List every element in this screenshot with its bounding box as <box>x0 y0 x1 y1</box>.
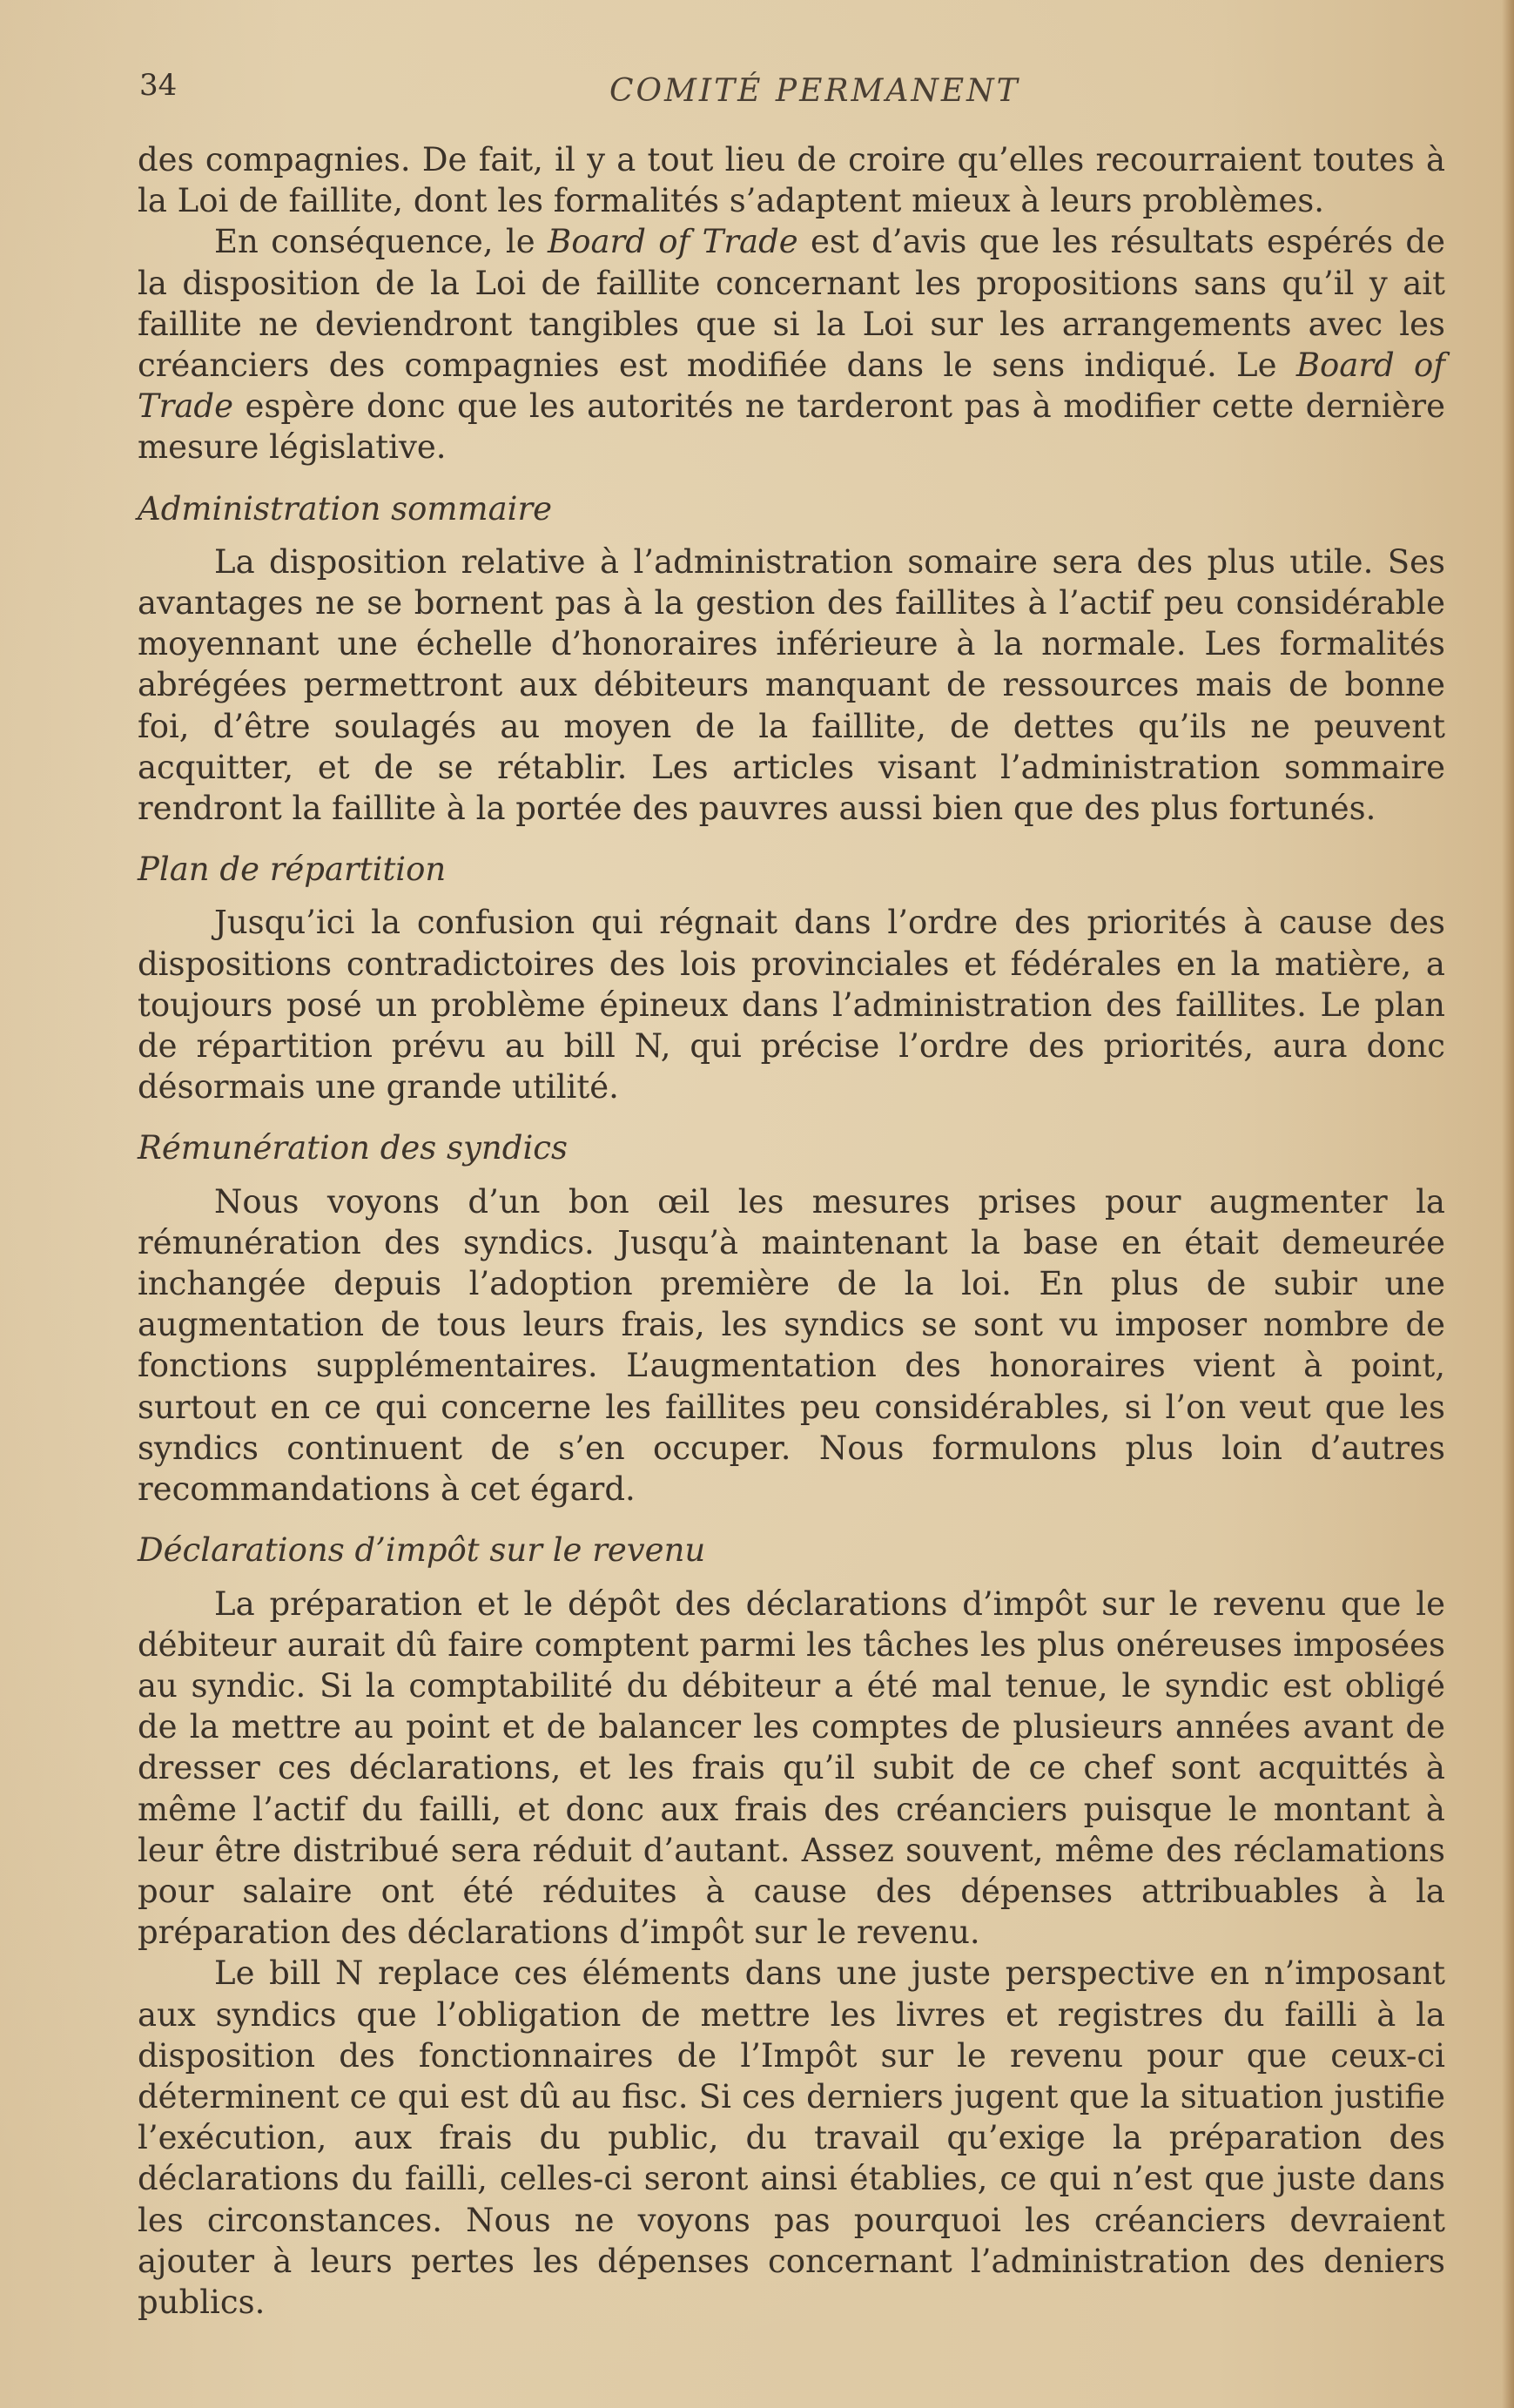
paragraph: des compagnies. De fait, il y a tout lieu de croire qu’elles recourraient toutes à la Loi de faillite, dont les formalités s’adaptent mieux à leurs problèmes. <box>138 141 1445 220</box>
page-edge-shadow <box>1502 0 1514 2408</box>
page-number: 34 <box>139 68 178 103</box>
section-heading: Rémunération des syndics <box>138 1129 568 1167</box>
italic-term: Board of Trade <box>138 346 1445 426</box>
body-text <box>138 139 1445 2323</box>
page-header <box>139 68 1445 111</box>
section-heading: Plan de répartition <box>138 851 447 889</box>
paragraph: La préparation et le dépôt des déclarations d’impôt sur le revenu que le débiteur aurait dû faire comptent parmi les tâches les plus onéreuses imposées au syndic. Si la comptabilité du débiteur a été mal tenue, le syndic est obligé de la mettre au point et de balancer les comptes de plusieurs années avant de dresser ces déclarations, et les frais qu’il subit de ce chef sont acquittés à même l’actif du failli, et donc aux frais des créanciers puisque le montant à leur être distribué sera réduit d’autant. Assez souvent, même des réclamations pour salaire ont été réduites à cause des dépenses attribuables à la préparation des déclarations d’impôt sur le revenu. <box>138 1584 1445 1952</box>
text-run: En conséquence, le <box>214 223 548 261</box>
text-run: est d’avis que les résultats espérés de la disposition de la Loi de faillite concernant les propositions sans qu’il y ait faillite ne deviendront tangibles que si la Loi sur les arrangements avec les créanciers des compagnies est modifiée dans le sens indiqué. Le <box>138 223 1446 385</box>
text-run: espère donc que les autorités ne tarderont pas à modifier cette dernière mesure législative. <box>138 387 1445 467</box>
paragraph: Nous voyons d’un bon œil les mesures prises pour augmenter la rémunération des syndics. Jusqu’à maintenant la base en était demeurée inchangée depuis l’adoption première de la loi. En plus de subir une augmentation de tous leurs frais, les syndics se sont vu imposer nombre de fonctions supplémentaires. L’augmentation des honoraires vient à point, surtout en ce qui concerne les faillites peu considérables, si l’on veut que les syndics continuent de s’en occuper. Nous formulons plus loin d’autres recommandations à cet égard. <box>138 1182 1445 1509</box>
paragraph: Le bill N replace ces éléments dans une juste perspective en n’imposant aux syndics que l’obligation de mettre les livres et registres du failli à la disposition des fonctionnaires de l’Impôt sur le revenu pour que ceux-ci déterminent ce qui est dû au fisc. Si ces derniers jugent que la situation justifie l’exécution, aux frais du public, du travail qu’exige la préparation des déclarations du failli, celles-ci seront ainsi établies, ce qui n’est que juste dans les circonstances. Nous ne voyons pas pourquoi les créanciers devraient ajouter à leurs pertes les dépenses concernant l’administration des deniers publics. <box>138 1954 1445 2321</box>
section-heading: Déclarations d’impôt sur le revenu <box>138 1531 706 1570</box>
section-heading: Administration sommaire <box>138 489 553 528</box>
paragraph: La disposition relative à l’administration somaire sera des plus utile. Ses avantages ne se bornent pas à la gestion des faillites à l’actif peu considérable moyennant une échelle d’honoraires inférieure à la normale. Les formalités abrégées permettront aux débiteurs manquant de ressources mais de bonne foi, d’être soulagés au moyen de la faillite, de dettes qu’ils ne peuvent acquitter, et de se rétablir. Les articles visant l’administration sommaire rendront la faillite à la portée des pauvres aussi bien que des plus fortunés. <box>138 542 1445 828</box>
paragraph <box>138 221 1445 467</box>
paragraph: Jusqu’ici la confusion qui régnait dans l’ordre des priorités à cause des dispositions contradictoires des lois provinciales et fédérales en la matière, a toujours posé un problème épineux dans l’administration des faillites. Le plan de répartition prévu au bill N, qui précise l’ordre des priorités, aura donc désormais une grande utilité. <box>138 904 1445 1106</box>
italic-term: Board of Trade <box>548 223 798 261</box>
running-title: COMITÉ PERMANENT <box>609 73 1020 109</box>
